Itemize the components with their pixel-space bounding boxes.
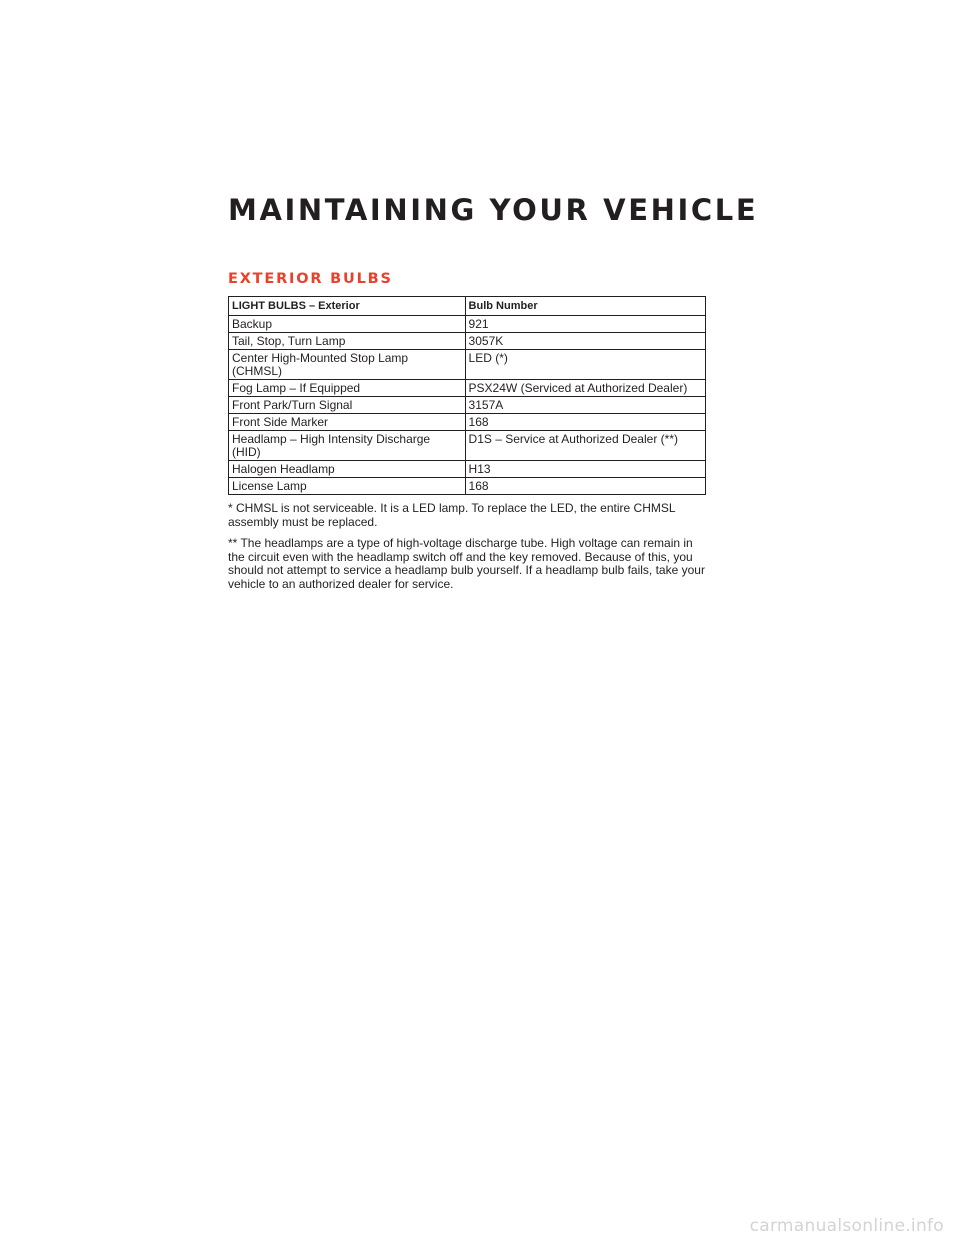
- table-row: [229, 380, 706, 397]
- bulb-location: Front Park/Turn Signal: [229, 397, 466, 414]
- bulb-location: Fog Lamp – If Equipped: [229, 380, 466, 397]
- section-title: EXTERIOR BULBS: [228, 271, 393, 287]
- page-title: MAINTAINING YOUR VEHICLE: [228, 193, 759, 227]
- footnote-chmsl: * CHMSL is not serviceable. It is a LED lamp. To replace the LED, the entire CHMSL assembly must be replaced.: [228, 501, 676, 529]
- table-row: [229, 397, 706, 414]
- column-header-light-bulbs: LIGHT BULBS – Exterior: [229, 297, 466, 316]
- bulb-number: 168: [465, 414, 705, 431]
- table-row: [229, 431, 706, 461]
- footnote-headlamps: ** The headlamps are a type of high-voltage discharge tube. High voltage can remain in the circuit even with the headlamp switch off and the key removed. Because of this, you should not attempt to service a headlamp bulb yourself. If a headlamp bulb fails, take your vehicle to an authorized dealer for service.: [228, 536, 705, 591]
- bulb-number: 921: [465, 316, 705, 333]
- table-row: [229, 478, 706, 495]
- bulb-number: PSX24W (Serviced at Authorized Dealer): [465, 380, 705, 397]
- table-row: [229, 350, 706, 380]
- bulb-number: H13: [465, 461, 705, 478]
- table-row: [229, 461, 706, 478]
- bulb-location: Halogen Headlamp: [229, 461, 466, 478]
- bulb-location: Headlamp – High Intensity Discharge (HID): [229, 431, 466, 461]
- bulb-location: Tail, Stop, Turn Lamp: [229, 333, 466, 350]
- bulb-number: D1S – Service at Authorized Dealer (**): [465, 431, 705, 461]
- bulb-location: License Lamp: [229, 478, 466, 495]
- bulb-table: [228, 296, 706, 495]
- bulb-number: 3157A: [465, 397, 705, 414]
- table-row: [229, 414, 706, 431]
- table-row: [229, 316, 706, 333]
- column-header-bulb-number: Bulb Number: [465, 297, 705, 316]
- table-header-row: [229, 297, 706, 316]
- bulb-location: Front Side Marker: [229, 414, 466, 431]
- bulb-number: 3057K: [465, 333, 705, 350]
- footnotes: [228, 502, 710, 600]
- bulb-location: Center High-Mounted Stop Lamp (CHMSL): [229, 350, 466, 380]
- bulb-number: LED (*): [465, 350, 705, 380]
- bulb-location: Backup: [229, 316, 466, 333]
- watermark: carmanualsonline.info: [749, 1216, 944, 1236]
- bulb-number: 168: [465, 478, 705, 495]
- table-row: [229, 333, 706, 350]
